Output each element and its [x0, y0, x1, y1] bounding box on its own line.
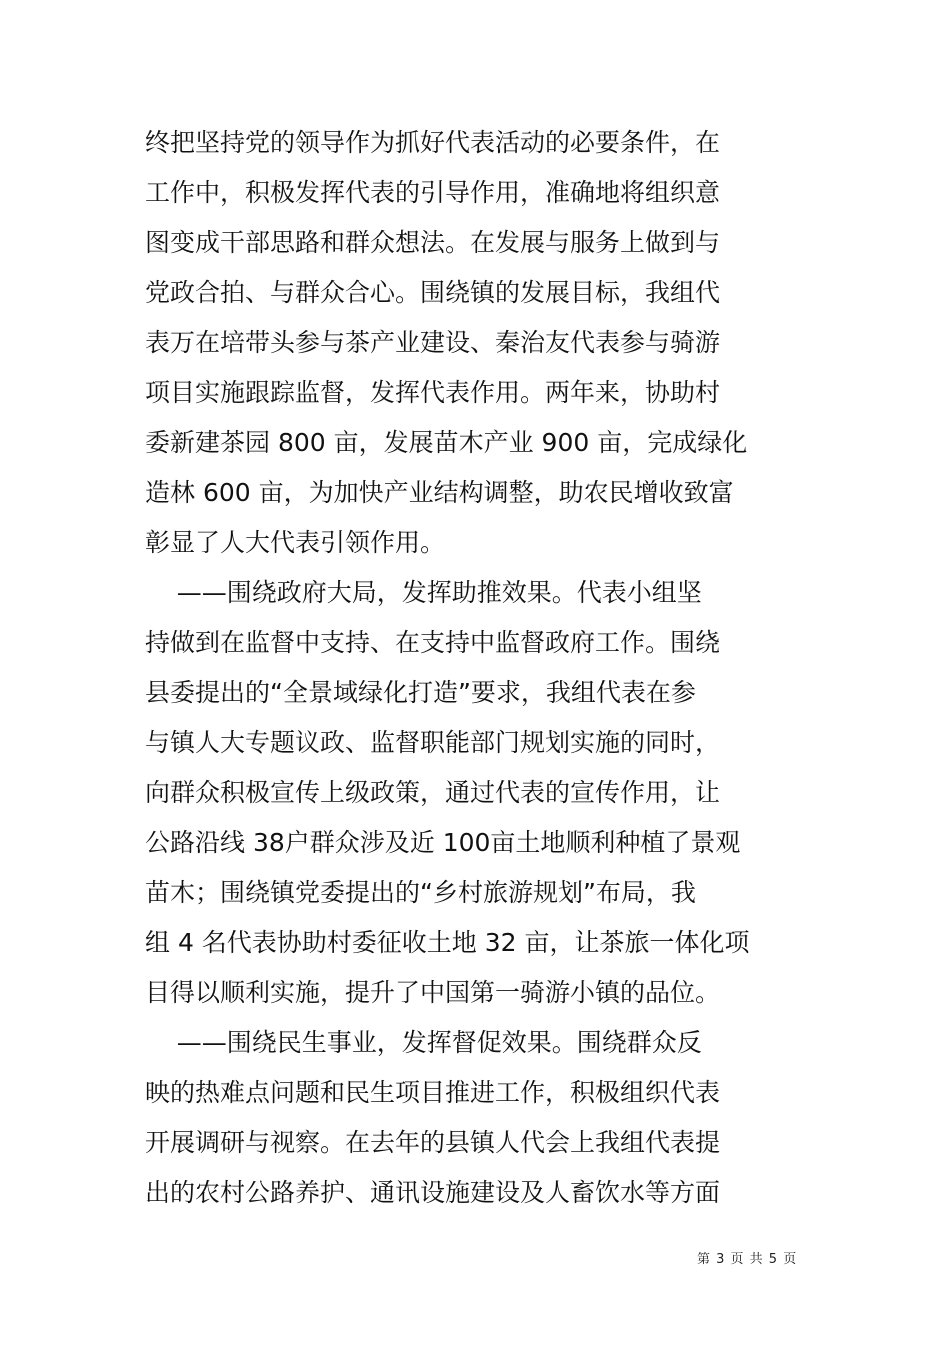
text-line: 终把坚持党的领导作为抓好代表活动的必要条件，在	[145, 128, 721, 157]
text-line: 党政合拍、与群众合心。围绕镇的发展目标，我组代	[145, 278, 721, 307]
text-line: 图变成干部思路和群众想法。在发展与服务上做到与	[145, 228, 721, 257]
text-line: 苗木；围绕镇党委提出的“乡村旅游规划”布局，我	[145, 878, 696, 907]
text-line: 开展调研与视察。在去年的县镇人代会上我组代表提	[145, 1128, 721, 1157]
text-line: 与镇人大专题议政、监督职能部门规划实施的同时，	[145, 728, 721, 757]
text-line: 工作中，积极发挥代表的引导作用，准确地将组织意	[145, 178, 721, 207]
text-line: ——围绕民生事业，发挥督促效果。围绕群众反	[145, 1028, 702, 1057]
text-line: 委新建茶园 800 亩，发展苗木产业 900 亩，完成绿化	[145, 428, 748, 457]
text-line: 映的热难点问题和民生项目推进工作，积极组织代表	[145, 1078, 721, 1107]
text-line: 表万在培带头参与茶产业建设、秦治友代表参与骑游	[145, 328, 721, 357]
text-line: 公路沿线 38户群众涉及近 100亩土地顺利种植了景观	[145, 828, 741, 857]
text-line: 目得以顺利实施，提升了中国第一骑游小镇的品位。	[145, 978, 721, 1007]
text-line: 出的农村公路养护、通讯设施建设及人畜饮水等方面	[145, 1178, 721, 1207]
text-line: 持做到在监督中支持、在支持中监督政府工作。围绕	[145, 628, 721, 657]
text-line: 造林 600 亩，为加快产业结构调整，助农民增收致富	[145, 478, 734, 507]
text-line: ——围绕政府大局，发挥助推效果。代表小组坚	[145, 578, 702, 607]
page-number: 第 3 页 共 5 页	[697, 1252, 798, 1267]
text-line: 县委提出的“全景域绿化打造”要求，我组代表在参	[145, 678, 696, 707]
text-line: 项目实施跟踪监督，发挥代表作用。两年来，协助村	[145, 378, 721, 407]
text-line: 组 4 名代表协助村委征收土地 32 亩，让茶旅一体化项	[145, 928, 750, 957]
text-line: 彰显了人大代表引领作用。	[145, 528, 446, 557]
body-text	[145, 118, 835, 1218]
text-line: 向群众积极宣传上级政策，通过代表的宣传作用，让	[145, 778, 721, 807]
